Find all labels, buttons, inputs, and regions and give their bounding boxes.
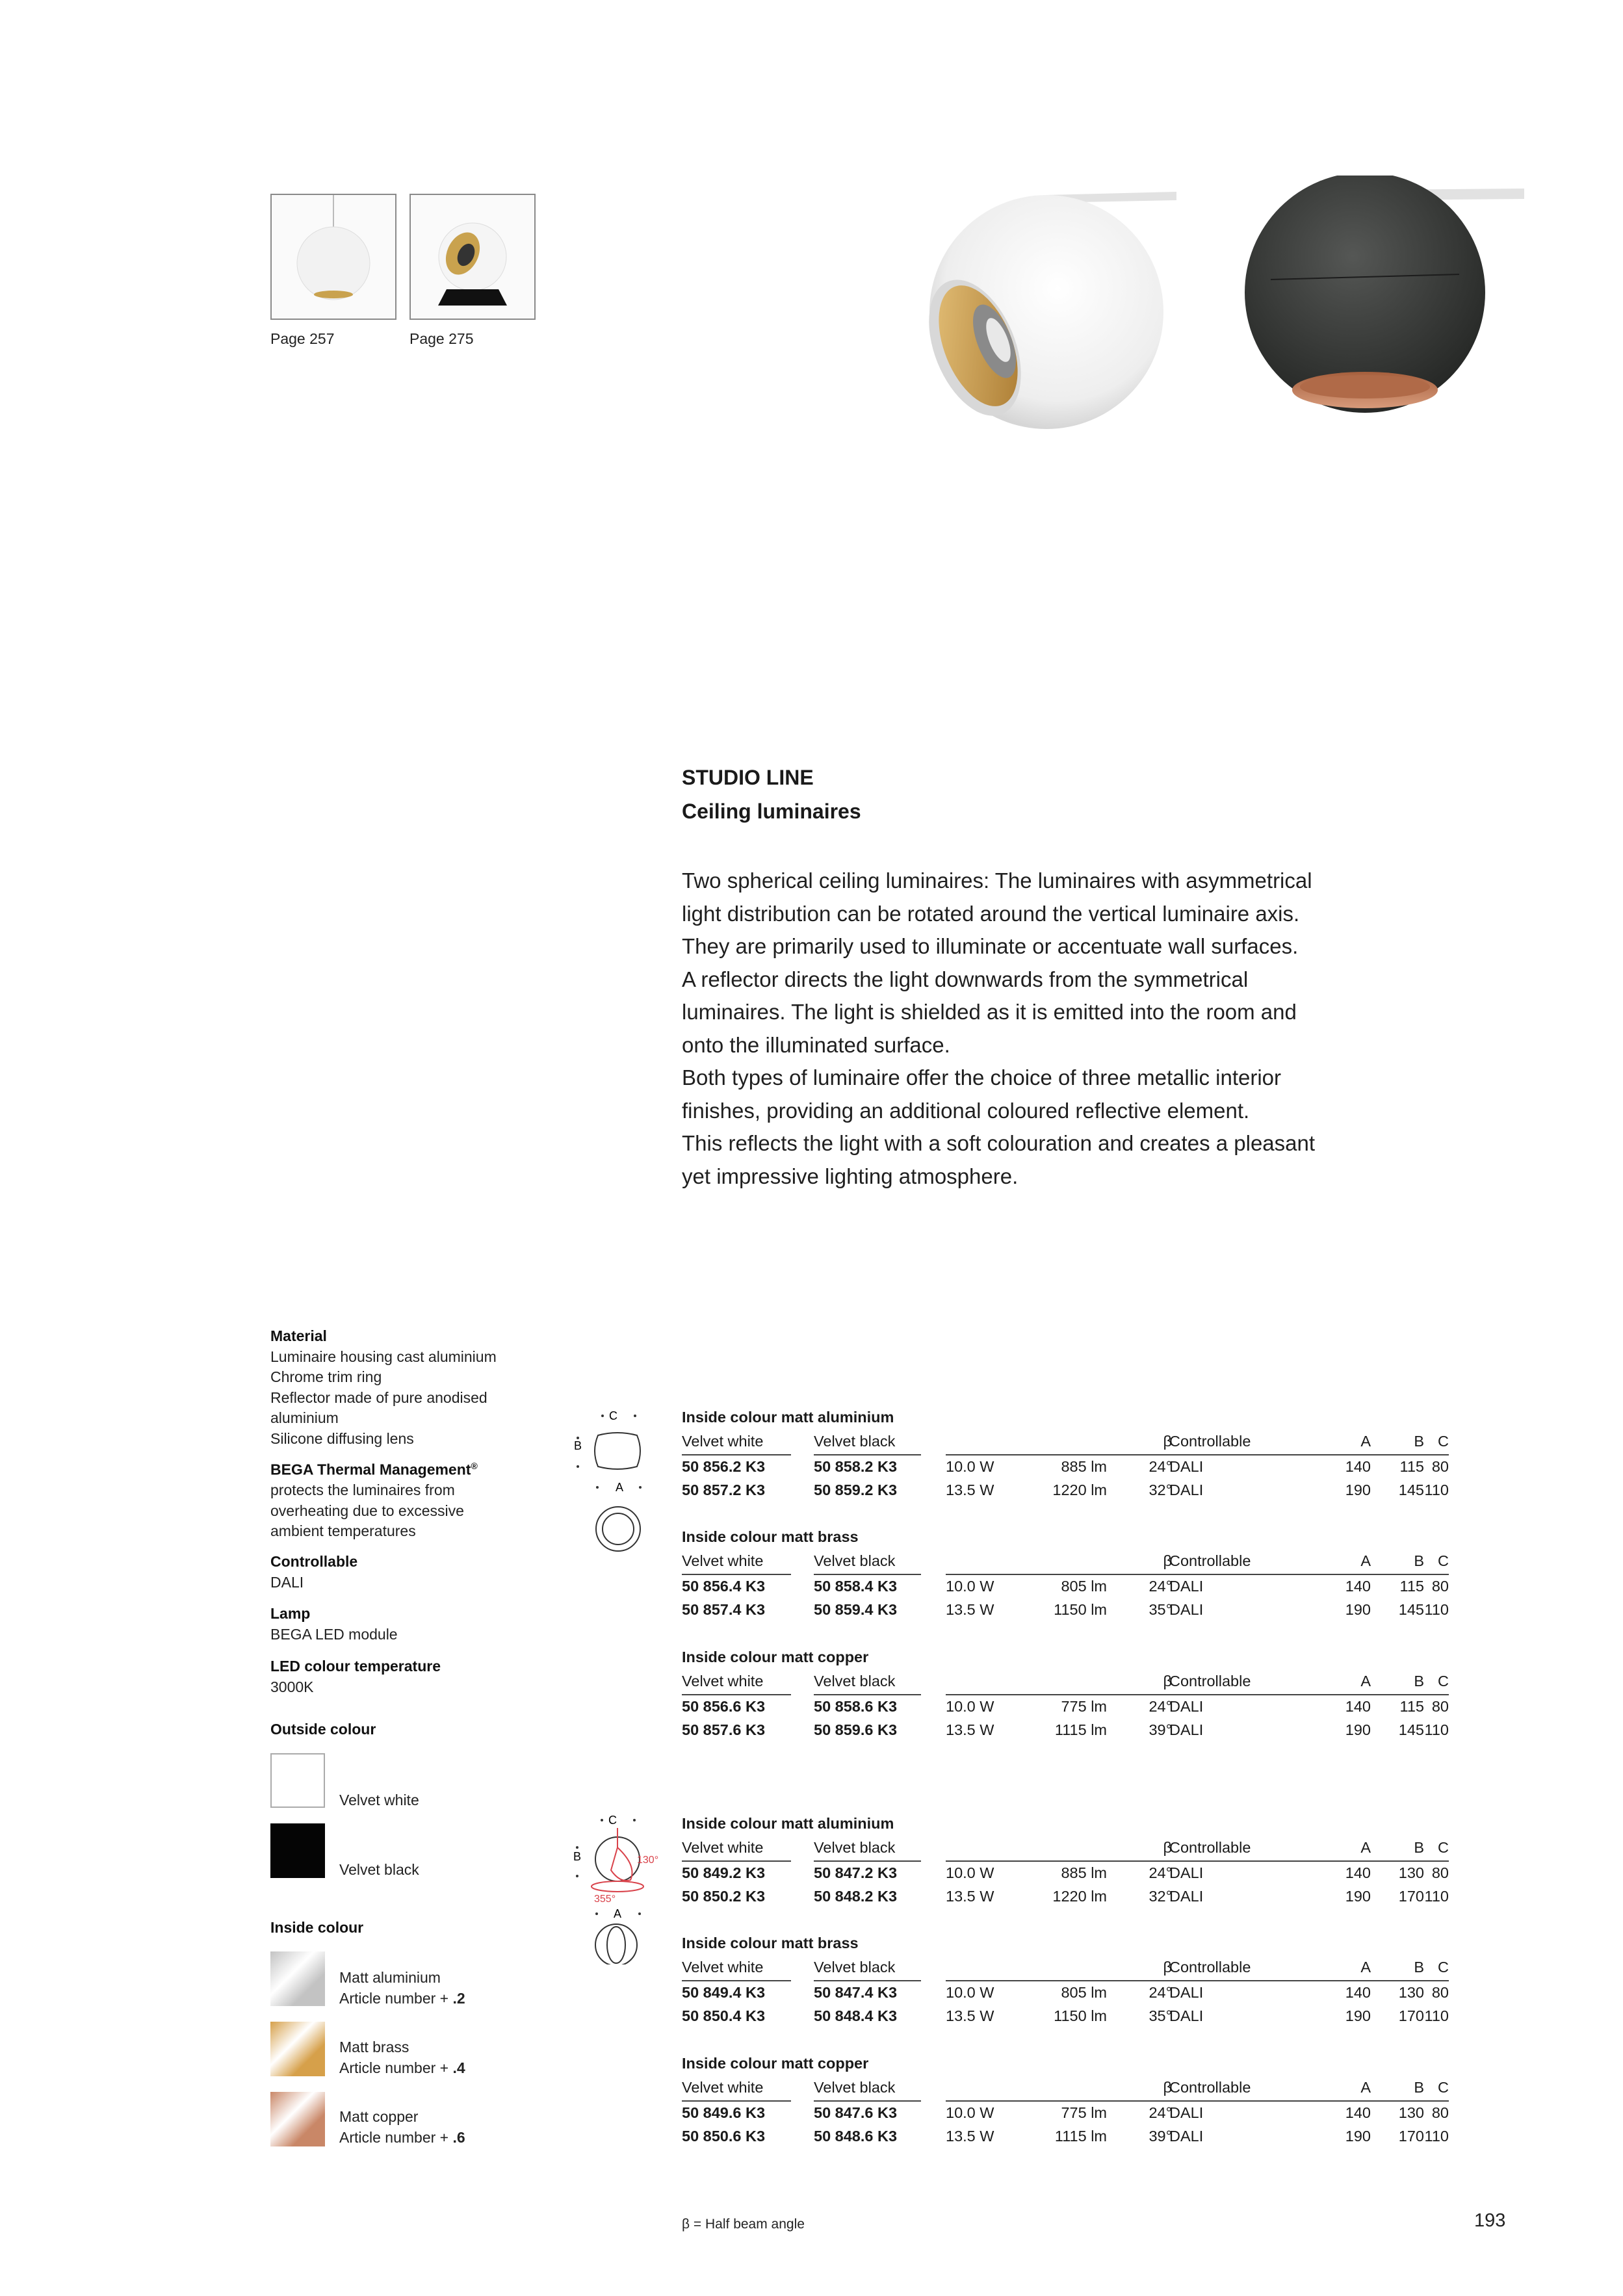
- header-black: Velvet black: [814, 2079, 896, 2096]
- lamp-value: BEGA LED module: [270, 1625, 398, 1643]
- cell-ctrl: DALI: [1169, 1864, 1204, 1881]
- header-a: A: [1360, 1959, 1371, 1976]
- cell-c: 80: [1431, 1458, 1449, 1475]
- cell-black[interactable]: 50 847.2 K3: [814, 1864, 898, 1881]
- cell-black[interactable]: 50 859.4 K3: [814, 1601, 898, 1618]
- cell-b: 130: [1398, 2104, 1424, 2121]
- header-beta: β: [1163, 2079, 1172, 2096]
- cell-ctrl: DALI: [1169, 1458, 1204, 1475]
- thumbnail-label: Page 257: [270, 330, 335, 347]
- table-row: [682, 1984, 1449, 2007]
- cell-c: 110: [1424, 1721, 1449, 1738]
- thermal-line: ambient temperatures: [270, 1522, 416, 1540]
- inside-colour-name: Matt aluminium: [339, 1969, 441, 1986]
- controllable-value: DALI: [270, 1573, 304, 1591]
- cell-white[interactable]: 50 849.2 K3: [682, 1864, 766, 1881]
- dim-label-b: B: [573, 1850, 582, 1863]
- table-header-row: [682, 1552, 1449, 1576]
- article-suffix-label: Article number +: [339, 1989, 453, 2007]
- header-c: C: [1438, 1552, 1449, 1569]
- header-ctrl: Controllable: [1169, 1552, 1251, 1569]
- intro-line: A reflector directs the light downwards from the symmetrical: [682, 967, 1249, 991]
- header-white: Velvet white: [682, 1839, 764, 1856]
- cell-c: 110: [1424, 2128, 1449, 2145]
- material-line: Chrome trim ring: [270, 1368, 382, 1385]
- cell-ctrl: DALI: [1169, 2128, 1204, 2145]
- header-underline: [814, 2100, 921, 2102]
- thermal-spec: [270, 1456, 543, 1542]
- dim-angle-tilt: 130°: [637, 1855, 659, 1866]
- product-table: [682, 1649, 1449, 1738]
- cell-lumen: 775 lm: [1061, 1698, 1107, 1715]
- cell-c: 110: [1424, 1888, 1449, 1905]
- cell-beta: 24°: [1149, 1458, 1172, 1475]
- cell-a: 140: [1345, 1984, 1371, 2001]
- cell-a: 190: [1345, 1721, 1371, 1738]
- cell-b: 170: [1398, 2128, 1424, 2145]
- colour-temperature-value: 3000K: [270, 1678, 314, 1695]
- cell-ctrl: DALI: [1169, 1481, 1204, 1498]
- table-row: [682, 2128, 1449, 2151]
- cell-ctrl: DALI: [1169, 1578, 1204, 1595]
- cell-black[interactable]: 50 848.6 K3: [814, 2128, 898, 2145]
- cell-white[interactable]: 50 850.6 K3: [682, 2128, 766, 2145]
- article-suffix: [339, 2058, 465, 2079]
- cell-power: 10.0 W: [946, 1698, 994, 1715]
- cell-c: 110: [1424, 2007, 1449, 2024]
- dim-label-c: C: [608, 1814, 617, 1827]
- series-title: STUDIO LINE: [682, 766, 814, 789]
- article-suffix-label: Article number +: [339, 2059, 453, 2076]
- intro-line: finishes, providing an additional coloured reflective element.: [682, 1098, 1250, 1123]
- cell-white[interactable]: 50 857.6 K3: [682, 1721, 766, 1738]
- header-b: B: [1414, 1959, 1424, 1976]
- intro-line: Two spherical ceiling luminaires: The luminaires with asymmetrical: [682, 868, 1312, 893]
- table-row: [682, 2007, 1449, 2031]
- inside-colour-name: Matt copper: [339, 2108, 419, 2125]
- header-white: Velvet white: [682, 2079, 764, 2096]
- cell-beta: 39°: [1149, 1721, 1172, 1738]
- header-ctrl: Controllable: [1169, 1433, 1251, 1450]
- header-underline: [682, 1980, 791, 1981]
- intro-line: Both types of luminaire offer the choice of three metallic interior: [682, 1065, 1282, 1089]
- dimension-diagram-asymmetric: [565, 1808, 663, 1964]
- cell-black[interactable]: 50 858.4 K3: [814, 1578, 898, 1595]
- table-row: [682, 1888, 1449, 1911]
- swatch-label: [339, 2037, 465, 2078]
- swatch-label: Velvet white: [339, 1792, 419, 1808]
- product-table: [682, 1528, 1449, 1618]
- cell-beta: 24°: [1149, 2104, 1172, 2121]
- category-title: Ceiling luminaires: [682, 800, 861, 823]
- cell-lumen: 1150 lm: [1054, 2007, 1107, 2024]
- header-ctrl: Controllable: [1169, 1959, 1251, 1976]
- cell-lumen: 1115 lm: [1054, 1721, 1107, 1738]
- cell-black[interactable]: 50 848.4 K3: [814, 2007, 898, 2024]
- header-c: C: [1438, 1839, 1449, 1856]
- cell-lumen: 1115 lm: [1054, 2128, 1107, 2145]
- inside-colour-name: Matt brass: [339, 2039, 409, 2055]
- cell-b: 145: [1398, 1601, 1424, 1618]
- table-title: Inside colour matt aluminium: [682, 1409, 894, 1426]
- cell-power: 13.5 W: [946, 1481, 994, 1498]
- article-suffix-label: Article number +: [339, 2128, 453, 2146]
- registered-mark: ®: [471, 1461, 478, 1471]
- product-table: [682, 1935, 1449, 2024]
- header-underline: [946, 1694, 1449, 1695]
- cell-white[interactable]: 50 849.6 K3: [682, 2104, 766, 2121]
- table-row: [682, 1698, 1449, 1721]
- dim-label-c: C: [609, 1409, 617, 1422]
- dim-angle-rotation: 355°: [594, 1894, 616, 1905]
- article-suffix: [339, 2128, 465, 2148]
- header-black: Velvet black: [814, 1552, 896, 1569]
- thermal-heading: [270, 1456, 543, 1480]
- table-title: Inside colour matt copper: [682, 2055, 869, 2072]
- header-white: Velvet white: [682, 1673, 764, 1689]
- header-ctrl: Controllable: [1169, 1673, 1251, 1689]
- material-spec: [270, 1326, 543, 1449]
- header-underline: [682, 1860, 791, 1862]
- inside-colour-heading-text: Inside colour: [270, 1919, 364, 1936]
- intro-line: This reflects the light with a soft colouration and creates a pleasant: [682, 1131, 1316, 1155]
- cell-b: 145: [1398, 1481, 1424, 1498]
- cell-lumen: 805 lm: [1061, 1984, 1107, 2001]
- cell-c: 80: [1431, 2104, 1449, 2121]
- cell-ctrl: DALI: [1169, 1721, 1204, 1738]
- cell-white[interactable]: 50 856.2 K3: [682, 1458, 766, 1475]
- cell-c: 80: [1431, 1984, 1449, 2001]
- cell-black[interactable]: 50 859.2 K3: [814, 1481, 898, 1498]
- cell-power: 10.0 W: [946, 1578, 994, 1595]
- cell-ctrl: DALI: [1169, 1601, 1204, 1618]
- black-spherical-luminaire-image: [1245, 176, 1531, 423]
- cell-power: 10.0 W: [946, 1984, 994, 2001]
- header-beta: β: [1163, 1959, 1172, 1976]
- table-title: Inside colour matt aluminium: [682, 1815, 894, 1832]
- cell-b: 115: [1399, 1698, 1424, 1715]
- cell-a: 190: [1345, 1481, 1371, 1498]
- header-underline: [946, 2100, 1449, 2102]
- header-b: B: [1414, 1839, 1424, 1856]
- material-line: aluminium: [270, 1409, 339, 1426]
- header-underline: [814, 1980, 921, 1981]
- swatch-label: Velvet black: [339, 1861, 419, 1878]
- cell-ctrl: DALI: [1169, 1984, 1204, 2001]
- cell-beta: 24°: [1149, 1864, 1172, 1881]
- header-underline: [682, 2100, 791, 2102]
- cell-b: 170: [1398, 1888, 1424, 1905]
- intro-line: onto the illuminated surface.: [682, 1032, 950, 1057]
- intro-line: light distribution can be rotated around the vertical luminaire axis.: [682, 901, 1300, 926]
- intro-paragraph: [682, 865, 1410, 1193]
- colour-temperature-spec: [270, 1656, 543, 1697]
- cell-c: 110: [1424, 1481, 1449, 1498]
- cell-b: 130: [1398, 1984, 1424, 2001]
- table-title: Inside colour matt copper: [682, 1649, 869, 1665]
- table-row: [682, 1864, 1449, 1888]
- inside-colour-heading: [270, 1918, 543, 1938]
- cell-lumen: 1150 lm: [1054, 1601, 1107, 1618]
- cell-beta: 32°: [1149, 1481, 1172, 1498]
- header-underline: [682, 1574, 791, 1575]
- dim-label-a: A: [616, 1481, 624, 1494]
- cell-black[interactable]: 50 858.6 K3: [814, 1698, 898, 1715]
- cell-black[interactable]: 50 848.2 K3: [814, 1888, 898, 1905]
- header-beta: β: [1163, 1839, 1172, 1856]
- article-suffix-value: .2: [452, 1989, 465, 2007]
- page-number: 193: [1474, 2210, 1506, 2231]
- cell-b: 115: [1399, 1458, 1424, 1475]
- header-black: Velvet black: [814, 1433, 896, 1450]
- pendant-luminaire-image: [272, 195, 395, 319]
- cell-power: 10.0 W: [946, 2104, 994, 2121]
- floor-luminaire-image: [411, 195, 534, 319]
- cell-a: 190: [1345, 1601, 1371, 1618]
- cell-white[interactable]: 50 850.4 K3: [682, 2007, 766, 2024]
- cell-power: 13.5 W: [946, 2128, 994, 2145]
- table-row: [682, 1601, 1449, 1624]
- lamp-spec: [270, 1604, 543, 1645]
- cell-b: 130: [1398, 1864, 1424, 1881]
- cell-a: 140: [1345, 1698, 1371, 1715]
- cell-a: 140: [1345, 1578, 1371, 1595]
- header-black: Velvet black: [814, 1839, 896, 1856]
- table-row: [682, 1578, 1449, 1601]
- thumbnail-page-275[interactable]: [409, 194, 536, 320]
- cell-power: 13.5 W: [946, 1721, 994, 1738]
- cell-beta: 24°: [1149, 1698, 1172, 1715]
- header-underline: [814, 1860, 921, 1862]
- cell-a: 190: [1345, 2007, 1371, 2024]
- header-ctrl: Controllable: [1169, 2079, 1251, 2096]
- cell-white[interactable]: 50 856.6 K3: [682, 1698, 766, 1715]
- swatch-label: [339, 1968, 465, 2009]
- header-white: Velvet white: [682, 1433, 764, 1450]
- cell-lumen: 1220 lm: [1052, 1888, 1107, 1905]
- swatch-matt-aluminium: [270, 1951, 325, 2006]
- header-underline: [946, 1454, 1449, 1455]
- header-a: A: [1360, 1673, 1371, 1689]
- cell-lumen: 885 lm: [1061, 1458, 1107, 1475]
- cell-black[interactable]: 50 847.6 K3: [814, 2104, 898, 2121]
- cell-white[interactable]: 50 857.4 K3: [682, 1601, 766, 1618]
- cell-beta: 24°: [1149, 1578, 1172, 1595]
- table-row: [682, 2104, 1449, 2128]
- header-white: Velvet white: [682, 1552, 764, 1569]
- swatch-label: [339, 2107, 465, 2148]
- swatch-velvet-black: [270, 1823, 325, 1878]
- table-title: Inside colour matt brass: [682, 1935, 859, 1951]
- header-beta: β: [1163, 1552, 1172, 1569]
- header-underline: [814, 1694, 921, 1695]
- header-black: Velvet black: [814, 1959, 896, 1976]
- table-header-row: [682, 1839, 1449, 1862]
- header-underline: [682, 1694, 791, 1695]
- cell-black[interactable]: 50 859.6 K3: [814, 1721, 898, 1738]
- header-white: Velvet white: [682, 1959, 764, 1976]
- cell-lumen: 775 lm: [1061, 2104, 1107, 2121]
- cell-beta: 39°: [1149, 2128, 1172, 2145]
- controllable-heading: Controllable: [270, 1553, 358, 1570]
- header-b: B: [1414, 1433, 1424, 1450]
- cell-c: 110: [1424, 1601, 1449, 1618]
- cell-power: 10.0 W: [946, 1458, 994, 1475]
- footnote: β = Half beam angle: [682, 2217, 805, 2232]
- cell-b: 170: [1398, 2007, 1424, 2024]
- intro-line: luminaires. The light is shielded as it is emitted into the room and: [682, 1000, 1297, 1024]
- product-table: [682, 2055, 1449, 2145]
- material-heading: Material: [270, 1327, 327, 1344]
- dimension-diagram-symmetric: [569, 1404, 660, 1560]
- cell-a: 140: [1345, 1458, 1371, 1475]
- table-title: Inside colour matt brass: [682, 1528, 859, 1545]
- header-a: A: [1360, 2079, 1371, 2096]
- cell-b: 145: [1398, 1721, 1424, 1738]
- swatch-matt-brass: [270, 2022, 325, 2076]
- cell-lumen: 1220 lm: [1052, 1481, 1107, 1498]
- cell-a: 190: [1345, 1888, 1371, 1905]
- header-b: B: [1414, 1673, 1424, 1689]
- cell-ctrl: DALI: [1169, 2007, 1204, 2024]
- table-header-row: [682, 1673, 1449, 1696]
- intro-line: yet impressive lighting atmosphere.: [682, 1164, 1019, 1188]
- header-beta: β: [1163, 1673, 1172, 1689]
- header-underline: [814, 1574, 921, 1575]
- product-table: [682, 1815, 1449, 1905]
- dim-label-a: A: [614, 1907, 622, 1920]
- cell-a: 190: [1345, 2128, 1371, 2145]
- header-c: C: [1438, 1673, 1449, 1689]
- header-b: B: [1414, 1552, 1424, 1569]
- table-row: [682, 1721, 1449, 1745]
- header-beta: β: [1163, 1433, 1172, 1450]
- cell-white[interactable]: 50 856.4 K3: [682, 1578, 766, 1595]
- cell-c: 80: [1431, 1698, 1449, 1715]
- header-underline: [946, 1980, 1449, 1981]
- controllable-spec: [270, 1552, 543, 1593]
- cell-ctrl: DALI: [1169, 1698, 1204, 1715]
- header-c: C: [1438, 1433, 1449, 1450]
- thermal-heading-text: BEGA Thermal Management: [270, 1461, 471, 1478]
- header-c: C: [1438, 1959, 1449, 1976]
- cell-power: 13.5 W: [946, 1601, 994, 1618]
- material-line: Reflector made of pure anodised: [270, 1389, 487, 1406]
- cell-beta: 35°: [1149, 2007, 1172, 2024]
- table-header-row: [682, 2079, 1449, 2102]
- swatch-matt-copper: [270, 2092, 325, 2146]
- table-header-row: [682, 1959, 1449, 1982]
- cell-ctrl: DALI: [1169, 1888, 1204, 1905]
- header-a: A: [1360, 1552, 1371, 1569]
- header-underline: [946, 1860, 1449, 1862]
- cell-c: 80: [1431, 1578, 1449, 1595]
- material-line: Luminaire housing cast aluminium: [270, 1348, 497, 1365]
- dim-label-b: B: [574, 1439, 582, 1452]
- cell-beta: 32°: [1149, 1888, 1172, 1905]
- header-underline: [814, 1454, 921, 1455]
- cell-power: 13.5 W: [946, 1888, 994, 1905]
- cell-black[interactable]: 50 847.4 K3: [814, 1984, 898, 2001]
- cell-a: 140: [1345, 1864, 1371, 1881]
- header-underline: [946, 1574, 1449, 1575]
- cell-black[interactable]: 50 858.2 K3: [814, 1458, 898, 1475]
- outside-colour-heading-text: Outside colour: [270, 1721, 376, 1738]
- cell-ctrl: DALI: [1169, 2104, 1204, 2121]
- header-c: C: [1438, 2079, 1449, 2096]
- cell-b: 115: [1399, 1578, 1424, 1595]
- lamp-heading: Lamp: [270, 1605, 311, 1622]
- table-row: [682, 1481, 1449, 1505]
- article-suffix: [339, 1989, 465, 2009]
- product-table: [682, 1409, 1449, 1498]
- table-header-row: [682, 1433, 1449, 1456]
- cell-c: 80: [1431, 1864, 1449, 1881]
- thermal-line: protects the luminaires from: [270, 1481, 455, 1499]
- article-suffix-value: .4: [452, 2059, 465, 2076]
- swatch-velvet-white: [270, 1753, 325, 1808]
- outside-colour-heading: [270, 1719, 543, 1740]
- cell-white[interactable]: 50 850.2 K3: [682, 1888, 766, 1905]
- cell-beta: 35°: [1149, 1601, 1172, 1618]
- header-ctrl: Controllable: [1169, 1839, 1251, 1856]
- header-a: A: [1360, 1839, 1371, 1856]
- cell-white[interactable]: 50 849.4 K3: [682, 1984, 766, 2001]
- intro-line: They are primarily used to illuminate or accentuate wall surfaces.: [682, 934, 1299, 958]
- cell-lumen: 885 lm: [1061, 1864, 1107, 1881]
- thumbnail-page-257[interactable]: [270, 194, 396, 320]
- cell-lumen: 805 lm: [1061, 1578, 1107, 1595]
- cell-power: 10.0 W: [946, 1864, 994, 1881]
- article-suffix-value: .6: [452, 2128, 465, 2146]
- header-b: B: [1414, 2079, 1424, 2096]
- white-spherical-luminaire-image: [903, 176, 1189, 449]
- cell-white[interactable]: 50 857.2 K3: [682, 1481, 766, 1498]
- table-row: [682, 1458, 1449, 1481]
- cell-a: 140: [1345, 2104, 1371, 2121]
- colour-temperature-heading: LED colour temperature: [270, 1658, 441, 1675]
- header-a: A: [1360, 1433, 1371, 1450]
- thumbnail-label: Page 275: [409, 330, 474, 347]
- header-black: Velvet black: [814, 1673, 896, 1689]
- thermal-line: overheating due to excessive: [270, 1502, 464, 1519]
- cell-power: 13.5 W: [946, 2007, 994, 2024]
- cell-beta: 24°: [1149, 1984, 1172, 2001]
- material-line: Silicone diffusing lens: [270, 1429, 414, 1447]
- header-underline: [682, 1454, 791, 1455]
